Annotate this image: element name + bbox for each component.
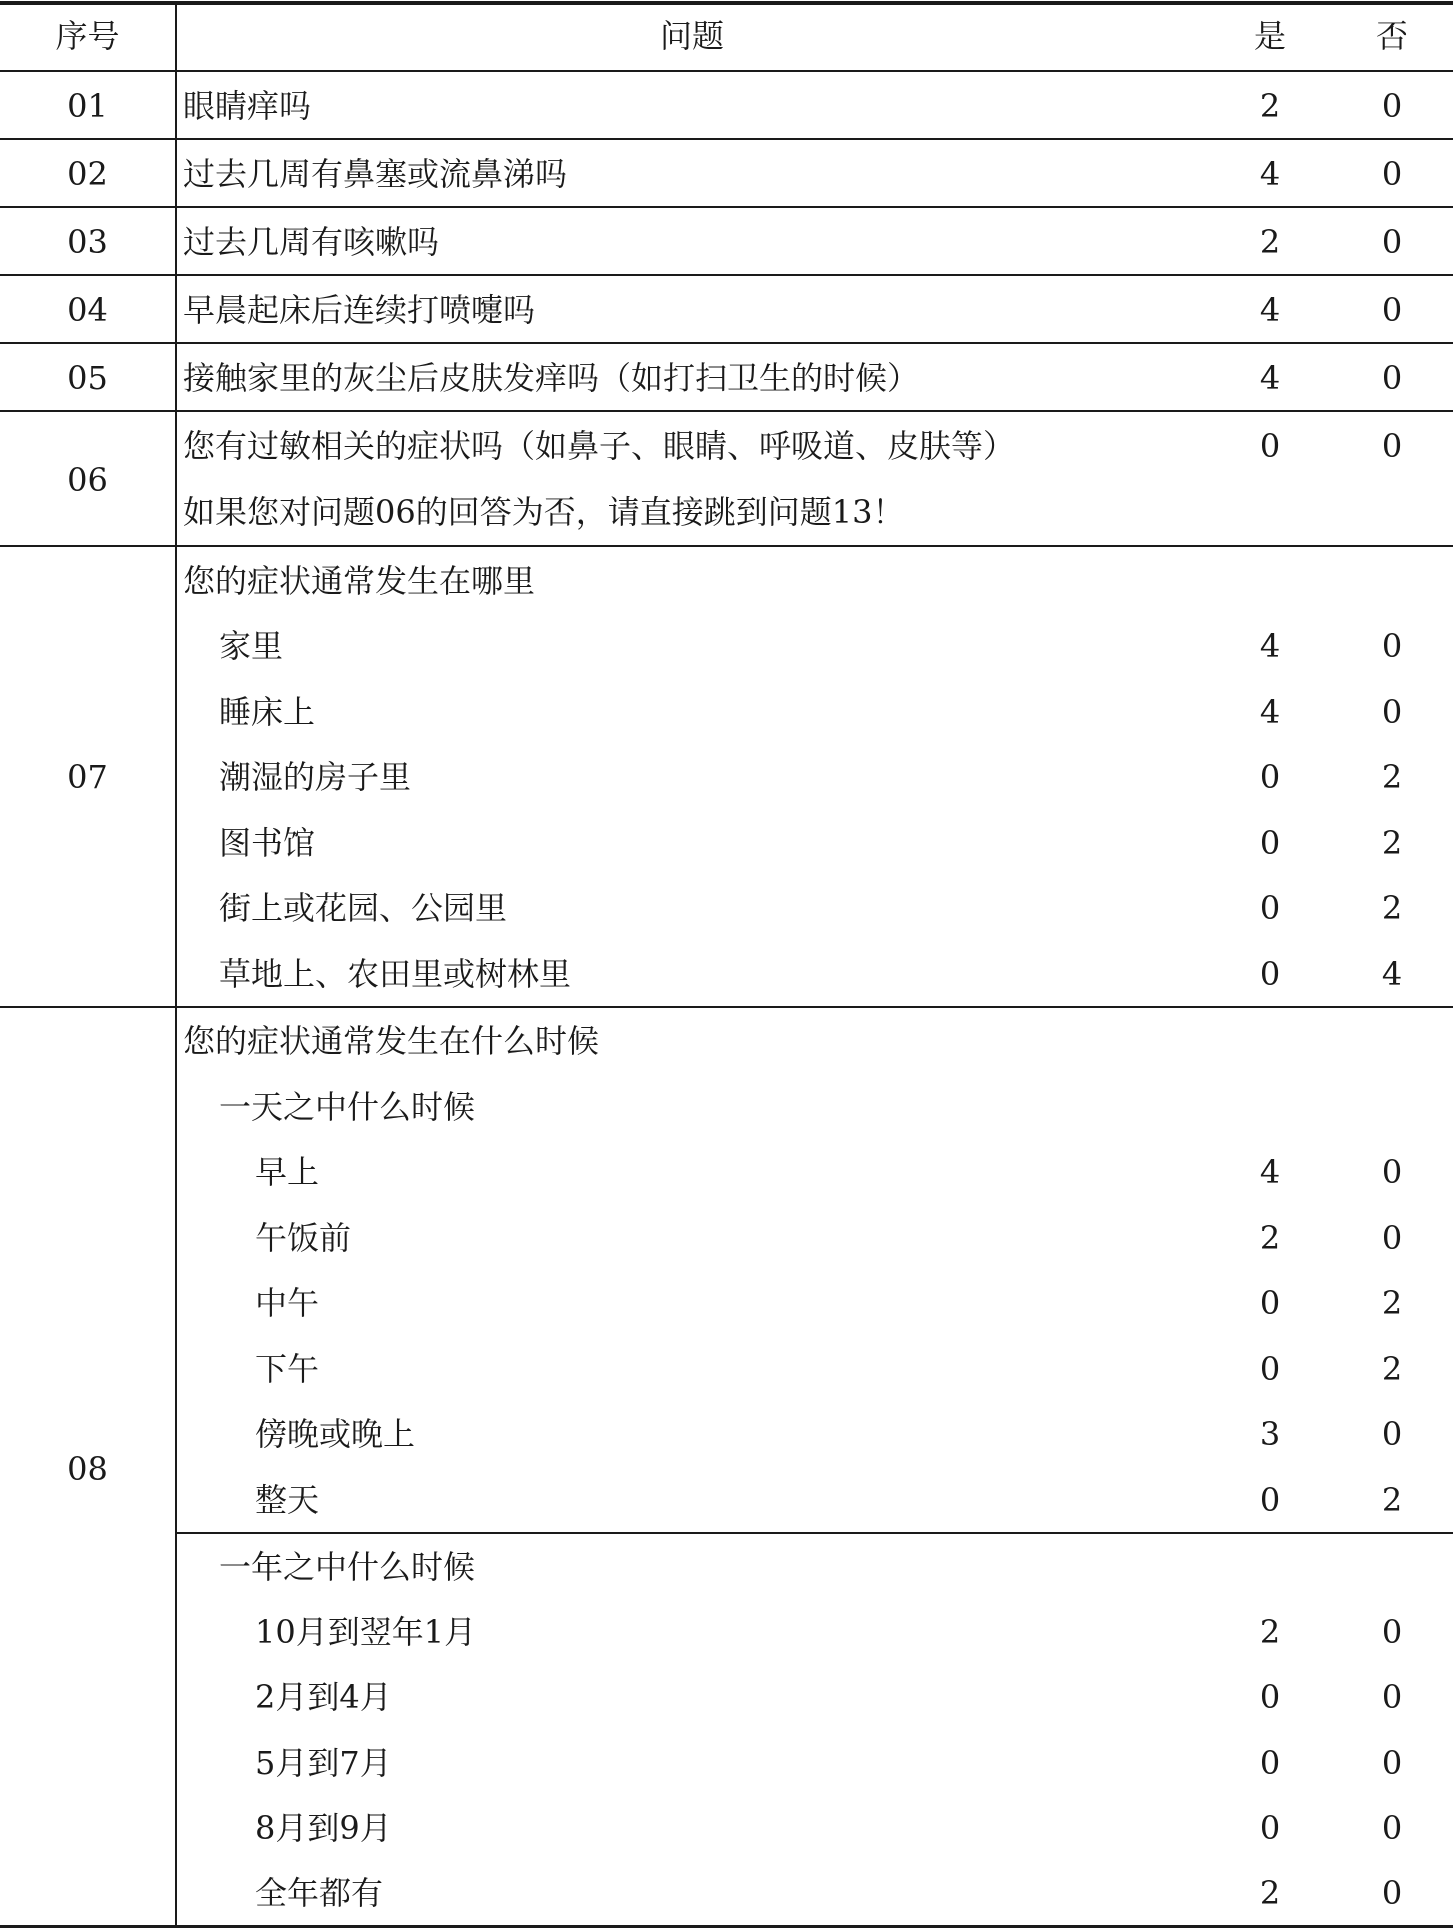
yes-score: 4 [1259, 291, 1281, 329]
yes-score: 0 [1259, 427, 1281, 465]
question-text: 过去几周有咳嗽吗 [183, 223, 440, 261]
no-score: 0 [1381, 1415, 1403, 1453]
no-score: 2 [1381, 1481, 1403, 1519]
yes-score: 4 [1259, 155, 1281, 193]
no-score: 0 [1381, 291, 1403, 329]
sub-item-label: 全年都有 [255, 1874, 384, 1912]
yes-score: 3 [1259, 1415, 1281, 1453]
subsection-label: 一天之中什么时候 [219, 1088, 476, 1126]
header-question: 问题 [659, 17, 724, 55]
table-top-rule [0, 1, 1453, 5]
no-score: 0 [1381, 359, 1403, 397]
no-score: 0 [1381, 223, 1403, 261]
sub-item-label: 家里 [219, 627, 284, 665]
no-score: 2 [1381, 758, 1403, 796]
subsection-rule [175, 1532, 1453, 1534]
no-score: 0 [1381, 1809, 1403, 1847]
header-yes: 是 [1253, 17, 1286, 55]
sub-item-label: 8月到9月 [255, 1809, 392, 1847]
no-score: 0 [1381, 1153, 1403, 1191]
row-rule [0, 342, 1453, 344]
table-bottom-rule [0, 1925, 1453, 1928]
sub-item-label: 睡床上 [219, 693, 316, 731]
yes-score: 2 [1259, 87, 1281, 125]
yes-score: 2 [1259, 1219, 1281, 1257]
question-text: 过去几周有鼻塞或流鼻涕吗 [183, 155, 568, 193]
row-rule [0, 138, 1453, 140]
no-score: 0 [1381, 427, 1403, 465]
question-text: 眼睛痒吗 [183, 87, 312, 125]
no-score: 0 [1381, 1219, 1403, 1257]
yes-score: 0 [1259, 1809, 1281, 1847]
no-score: 0 [1381, 1678, 1403, 1716]
no-score: 4 [1381, 955, 1403, 993]
question-text: 您有过敏相关的症状吗（如鼻子、眼睛、呼吸道、皮肤等） [183, 427, 1016, 465]
sub-item-label: 中午 [255, 1284, 320, 1322]
no-score: 0 [1381, 693, 1403, 731]
row-number: 04 [67, 291, 108, 329]
header-num: 序号 [55, 17, 120, 55]
header-no: 否 [1375, 17, 1408, 55]
yes-score: 4 [1259, 627, 1281, 665]
row-rule [0, 410, 1453, 412]
row-number: 06 [67, 461, 108, 499]
row-number: 03 [67, 223, 108, 261]
yes-score: 0 [1259, 1678, 1281, 1716]
skip-instruction: 如果您对问题06的回答为否，请直接跳到问题13！ [183, 493, 905, 531]
yes-score: 2 [1259, 1613, 1281, 1651]
sub-item-label: 午饭前 [255, 1219, 352, 1257]
no-score: 0 [1381, 1744, 1403, 1782]
sub-item-label: 傍晚或晚上 [255, 1415, 416, 1453]
column-divider [175, 4, 177, 1926]
no-score: 0 [1381, 627, 1403, 665]
row-number: 08 [67, 1450, 108, 1488]
yes-score: 0 [1259, 1744, 1281, 1782]
row-rule [0, 545, 1453, 547]
sub-item-label: 2月到4月 [255, 1678, 392, 1716]
sub-item-label: 早上 [255, 1153, 320, 1191]
yes-score: 0 [1259, 889, 1281, 927]
yes-score: 0 [1259, 758, 1281, 796]
no-score: 2 [1381, 1350, 1403, 1388]
no-score: 2 [1381, 824, 1403, 862]
yes-score: 0 [1259, 1481, 1281, 1519]
no-score: 0 [1381, 1613, 1403, 1651]
yes-score: 2 [1259, 223, 1281, 261]
question-text: 您的症状通常发生在哪里 [183, 562, 536, 600]
row-rule [0, 1006, 1453, 1008]
sub-item-label: 10月到翌年1月 [255, 1613, 477, 1651]
no-score: 0 [1381, 87, 1403, 125]
sub-item-label: 草地上、农田里或树林里 [219, 955, 572, 993]
yes-score: 4 [1259, 693, 1281, 731]
sub-item-label: 整天 [255, 1481, 320, 1519]
row-rule [0, 206, 1453, 208]
sub-item-label: 街上或花园、公园里 [219, 889, 508, 927]
yes-score: 2 [1259, 1874, 1281, 1912]
no-score: 2 [1381, 1284, 1403, 1322]
yes-score: 4 [1259, 359, 1281, 397]
subsection-label: 一年之中什么时候 [219, 1548, 476, 1586]
sub-item-label: 图书馆 [219, 824, 316, 862]
sub-item-label: 潮湿的房子里 [219, 758, 412, 796]
yes-score: 0 [1259, 824, 1281, 862]
no-score: 0 [1381, 1874, 1403, 1912]
row-rule [0, 274, 1453, 276]
row-number: 02 [67, 155, 108, 193]
question-text: 早晨起床后连续打喷嚏吗 [183, 291, 536, 329]
yes-score: 0 [1259, 955, 1281, 993]
sub-item-label: 下午 [255, 1350, 320, 1388]
sub-item-label: 5月到7月 [255, 1744, 392, 1782]
question-text: 您的症状通常发生在什么时候 [183, 1022, 600, 1060]
yes-score: 4 [1259, 1153, 1281, 1191]
no-score: 2 [1381, 889, 1403, 927]
row-number: 07 [67, 758, 108, 796]
header-rule [0, 70, 1453, 72]
row-number: 05 [67, 359, 108, 397]
question-text: 接触家里的灰尘后皮肤发痒吗（如打扫卫生的时候） [183, 359, 920, 397]
yes-score: 0 [1259, 1284, 1281, 1322]
row-number: 01 [67, 87, 108, 125]
yes-score: 0 [1259, 1350, 1281, 1388]
no-score: 0 [1381, 155, 1403, 193]
